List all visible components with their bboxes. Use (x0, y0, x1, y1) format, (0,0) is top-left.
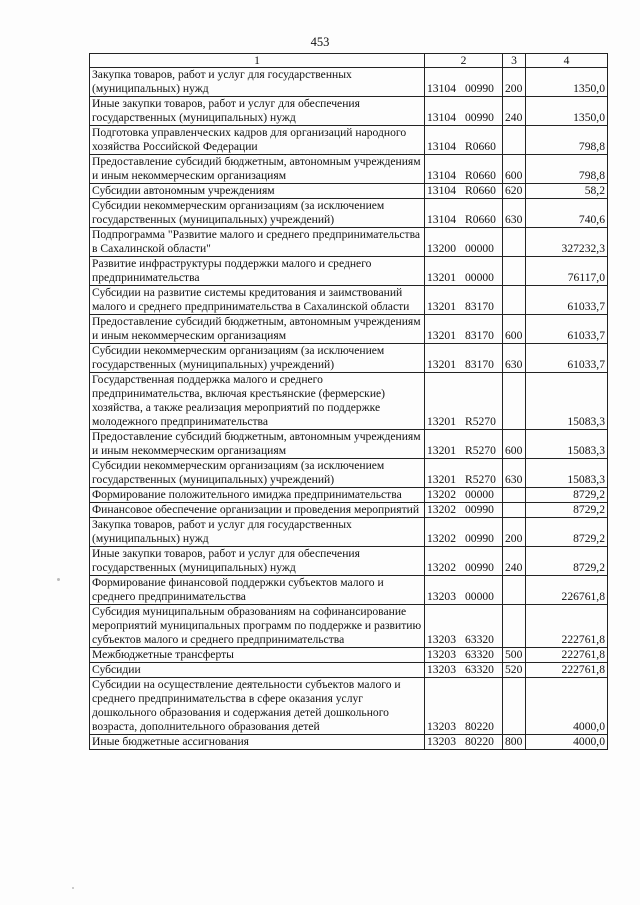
expense-type-code (503, 488, 526, 503)
table-row (90, 459, 608, 488)
table-row (90, 576, 608, 605)
amount: 61033,7 (526, 344, 608, 373)
program-code: 13104 (427, 140, 456, 153)
scan-speck (57, 578, 60, 581)
target-article-code (425, 648, 503, 663)
expense-type-code: 600 (503, 155, 526, 184)
direction-code: 80220 (464, 735, 494, 748)
item-name: Предоставление субсидий бюджетным, автономным учреждениям и иным некоммерческим организациям (90, 155, 425, 184)
target-article-code (425, 503, 503, 518)
item-name: Предоставление субсидий бюджетным, автономным учреждениям и иным некоммерческим организациям (90, 430, 425, 459)
amount: 58,2 (526, 184, 608, 199)
item-name: Иные закупки товаров, работ и услуг для обеспечения государственных (муниципальных) нужд (90, 97, 425, 126)
amount: 61033,7 (526, 286, 608, 315)
item-name: Предоставление субсидий бюджетным, автономным учреждениям и иным некоммерческим организациям (90, 315, 425, 344)
item-name: Подготовка управленческих кадров для организаций народного хозяйства Российской Федерации (90, 126, 425, 155)
target-article-code (425, 68, 503, 97)
item-name: Формирование финансовой поддержки субъектов малого и среднего предпринимательства (90, 576, 425, 605)
amount: 8729,2 (526, 547, 608, 576)
target-article-code (425, 576, 503, 605)
table-row (90, 97, 608, 126)
amount: 8729,2 (526, 488, 608, 503)
amount: 327232,3 (526, 228, 608, 257)
expense-type-code: 630 (503, 459, 526, 488)
direction-code: 00990 (464, 503, 494, 516)
program-code: 13203 (427, 648, 456, 661)
direction-code: R0660 (464, 140, 496, 153)
table-row (90, 430, 608, 459)
amount: 1350,0 (526, 97, 608, 126)
target-article-code (425, 184, 503, 199)
target-article-code (425, 605, 503, 648)
item-name: Субсидии на развитие системы кредитования и заимствований малого и среднего предпринимательства в Сахалинской области (90, 286, 425, 315)
amount: 222761,8 (526, 663, 608, 678)
expense-type-code (503, 576, 526, 605)
item-name: Формирование положительного имиджа предпринимательства (90, 488, 425, 503)
direction-code: 83170 (464, 358, 494, 371)
item-name: Закупка товаров, работ и услуг для государственных (муниципальных) нужд (90, 518, 425, 547)
amount: 15083,3 (526, 430, 608, 459)
item-name: Закупка товаров, работ и услуг для государственных (муниципальных) нужд (90, 68, 425, 97)
target-article-code (425, 373, 503, 430)
table-row (90, 68, 608, 97)
program-code: 13104 (427, 169, 456, 182)
expense-type-code: 240 (503, 97, 526, 126)
amount: 740,6 (526, 199, 608, 228)
expense-type-code: 600 (503, 315, 526, 344)
amount: 8729,2 (526, 503, 608, 518)
table-row (90, 184, 608, 199)
amount: 222761,8 (526, 648, 608, 663)
item-name: Финансовое обеспечение организации и проведения мероприятий (90, 503, 425, 518)
program-code: 13203 (427, 590, 456, 603)
target-article-code (425, 735, 503, 750)
expense-type-code (503, 373, 526, 430)
target-article-code (425, 286, 503, 315)
table-row (90, 735, 608, 750)
item-name: Межбюджетные трансферты (90, 648, 425, 663)
program-code: 13203 (427, 633, 456, 646)
item-name: Субсидии некоммерческим организациям (за исключением государственных (муниципальных) учреждений) (90, 459, 425, 488)
table-row (90, 155, 608, 184)
table-row (90, 126, 608, 155)
program-code: 13202 (427, 488, 456, 501)
item-name: Иные бюджетные ассигнования (90, 735, 425, 750)
program-code: 13104 (427, 111, 456, 124)
item-name: Развитие инфраструктуры поддержки малого и среднего предпринимательства (90, 257, 425, 286)
scan-speck (72, 887, 74, 889)
amount: 4000,0 (526, 735, 608, 750)
expense-type-code: 620 (503, 184, 526, 199)
item-name: Подпрограмма "Развитие малого и среднего предпринимательства в Сахалинской области" (90, 228, 425, 257)
direction-code: R0660 (464, 184, 496, 197)
expense-type-code (503, 228, 526, 257)
target-article-code (425, 97, 503, 126)
program-code: 13202 (427, 503, 456, 516)
target-article-code (425, 547, 503, 576)
column-header: 3 (503, 54, 526, 68)
target-article-code (425, 199, 503, 228)
table-row (90, 373, 608, 430)
amount: 226761,8 (526, 576, 608, 605)
direction-code: 00000 (464, 271, 494, 284)
item-name: Субсидии некоммерческим организациям (за исключением государственных (муниципальных) учреждений) (90, 344, 425, 373)
direction-code: 00990 (464, 111, 494, 124)
item-name: Государственная поддержка малого и среднего предпринимательства, включая крестьянские (фермерские) хозяйства, а также реализация мероприятий по поддержке молодежного предпринимательства (90, 373, 425, 430)
amount: 4000,0 (526, 678, 608, 735)
program-code: 13202 (427, 532, 456, 545)
table-row (90, 605, 608, 648)
direction-code: 00000 (464, 590, 494, 603)
amount: 798,8 (526, 126, 608, 155)
direction-code: 63320 (464, 663, 494, 676)
column-header: 1 (90, 54, 425, 68)
expense-type-code (503, 126, 526, 155)
target-article-code (425, 155, 503, 184)
program-code: 13200 (427, 242, 456, 255)
item-name: Субсидии (90, 663, 425, 678)
direction-code: R5270 (464, 415, 496, 428)
amount: 61033,7 (526, 315, 608, 344)
table-row (90, 648, 608, 663)
program-code: 13203 (427, 663, 456, 676)
target-article-code (425, 257, 503, 286)
direction-code: 00990 (464, 82, 494, 95)
amount: 8729,2 (526, 518, 608, 547)
program-code: 13203 (427, 735, 456, 748)
amount: 15083,3 (526, 373, 608, 430)
target-article-code (425, 518, 503, 547)
direction-code: R5270 (464, 444, 496, 457)
program-code: 13201 (427, 329, 456, 342)
budget-table (89, 53, 608, 750)
program-code: 13203 (427, 720, 456, 733)
expense-type-code: 200 (503, 518, 526, 547)
direction-code: 00000 (464, 488, 494, 501)
program-code: 13201 (427, 300, 456, 313)
amount: 76117,0 (526, 257, 608, 286)
expense-type-code: 240 (503, 547, 526, 576)
table-row (90, 663, 608, 678)
amount: 222761,8 (526, 605, 608, 648)
item-name: Субсидия муниципальным образованиям на софинансирование мероприятий муниципальных программ по поддержке и развитию субъектов малого и среднего предпринимательства (90, 605, 425, 648)
expense-type-code: 630 (503, 199, 526, 228)
column-header: 2 (425, 54, 503, 68)
target-article-code (425, 126, 503, 155)
table-row (90, 488, 608, 503)
table-row (90, 199, 608, 228)
direction-code: R0660 (464, 213, 496, 226)
amount: 798,8 (526, 155, 608, 184)
direction-code: 63320 (464, 648, 494, 661)
table-row (90, 257, 608, 286)
item-name: Субсидии автономным учреждениям (90, 184, 425, 199)
direction-code: 00990 (464, 561, 494, 574)
table-row (90, 315, 608, 344)
expense-type-code (503, 286, 526, 315)
table-header-row (90, 54, 608, 68)
expense-type-code: 500 (503, 648, 526, 663)
program-code: 13104 (427, 82, 456, 95)
program-code: 13201 (427, 271, 456, 284)
program-code: 13201 (427, 473, 456, 486)
program-code: 13201 (427, 444, 456, 457)
item-name: Субсидии некоммерческим организациям (за исключением государственных (муниципальных) учреждений) (90, 199, 425, 228)
item-name: Субсидии на осуществление деятельности субъектов малого и среднего предпринимательства в сфере оказания услуг дошкольного образования и содержания детей дошкольного возраста, дополнительного образования детей (90, 678, 425, 735)
direction-code: 80220 (464, 720, 494, 733)
target-article-code (425, 663, 503, 678)
program-code: 13202 (427, 561, 456, 574)
column-header: 4 (526, 54, 608, 68)
target-article-code (425, 678, 503, 735)
expense-type-code: 800 (503, 735, 526, 750)
table-row (90, 228, 608, 257)
expense-type-code: 630 (503, 344, 526, 373)
table-body (90, 68, 608, 750)
expense-type-code: 520 (503, 663, 526, 678)
table-row (90, 518, 608, 547)
item-name: Иные закупки товаров, работ и услуг для обеспечения государственных (муниципальных) нужд (90, 547, 425, 576)
target-article-code (425, 228, 503, 257)
target-article-code (425, 344, 503, 373)
direction-code: 00000 (464, 242, 494, 255)
direction-code: 00990 (464, 532, 494, 545)
expense-type-code: 200 (503, 68, 526, 97)
amount: 15083,3 (526, 459, 608, 488)
table-row (90, 678, 608, 735)
direction-code: R0660 (464, 169, 496, 182)
target-article-code (425, 488, 503, 503)
expense-type-code (503, 678, 526, 735)
direction-code: 63320 (464, 633, 494, 646)
amount: 1350,0 (526, 68, 608, 97)
direction-code: 83170 (464, 300, 494, 313)
expense-type-code (503, 503, 526, 518)
table-row (90, 344, 608, 373)
direction-code: 83170 (464, 329, 494, 342)
target-article-code (425, 459, 503, 488)
program-code: 13104 (427, 184, 456, 197)
expense-type-code (503, 605, 526, 648)
program-code: 13201 (427, 358, 456, 371)
table-row (90, 547, 608, 576)
target-article-code (425, 430, 503, 459)
table-row (90, 503, 608, 518)
program-code: 13201 (427, 415, 456, 428)
expense-type-code (503, 257, 526, 286)
target-article-code (425, 315, 503, 344)
expense-type-code: 600 (503, 430, 526, 459)
direction-code: R5270 (464, 473, 496, 486)
program-code: 13104 (427, 213, 456, 226)
table-row (90, 286, 608, 315)
page-number: 453 (310, 35, 330, 49)
